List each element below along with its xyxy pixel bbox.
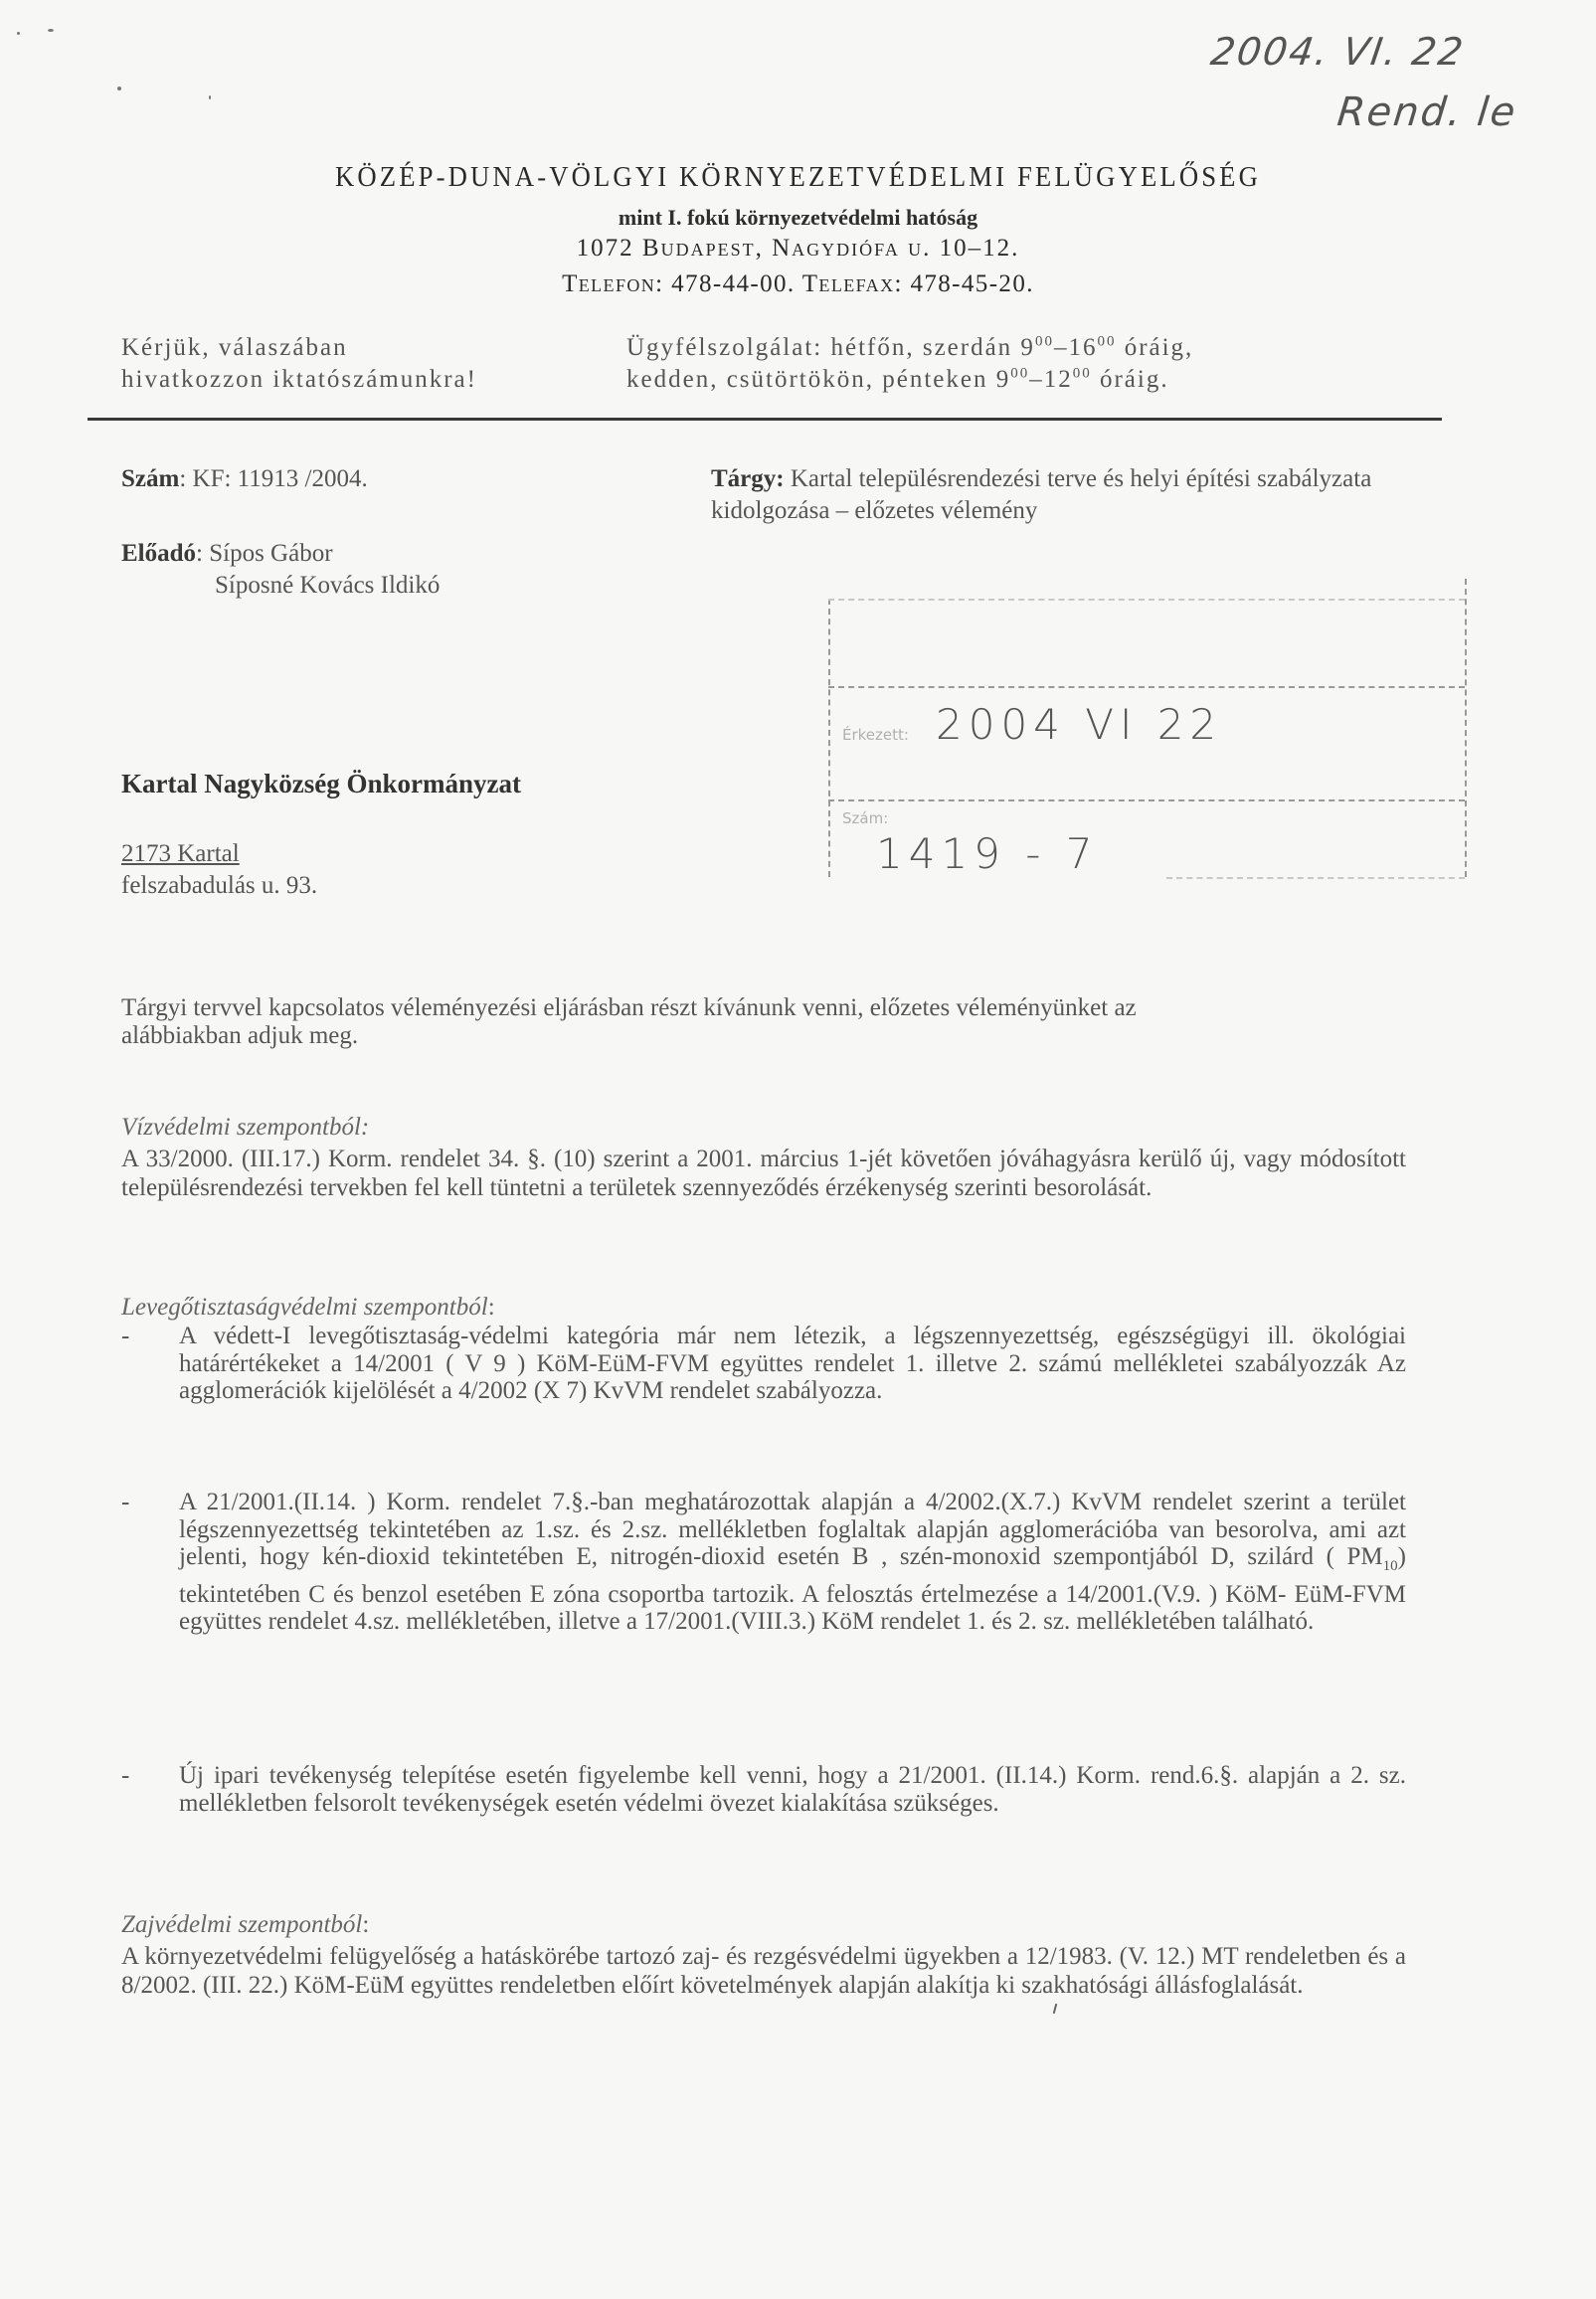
air-bullet-text: Új ipari tevékenység telepítése esetén figyelembe kell venni, hogy a 21/2001. (II.14.) Korm. rend.6.§. alapján a 2. sz. mellékletben felsorolt tevékenységek esetén védelmi övezet kialakítása szükséges.: [179, 1762, 1406, 1817]
stamp-divider: [828, 799, 1465, 801]
air-bullet-text: A 21/2001.(II.14. ) Korm. rendelet 7.§.-ban meghatározottak alapján a 4/2002.(X.7.) KvVM rendelet szerint a terület légszennyezettség tekintetében az 1.sz. és 2.sz. mellékletben foglaltak alapján agglomerációba van besorolva, ami azt jelenti, hogy kén-dioxid tekintetében E, nitrogén-dioxid esetén B , szén-monoxid szempontjából D, szilárd ( $PM_{10}$) tekintetében C és benzol esetében E zóna csoportba tartozik. A felosztás értelmezése a 14/2001.(V.9. ) KöM- EüM-FVM együttes rendelet 4.sz. mellékletében, illetve a 17/2001.(VIII.3.) KöM rendelet 1. és 2. sz. mellékletében található.: [179, 1489, 1406, 1635]
reference-request-line2: hivatkozzon iktatószámunkra!: [121, 366, 477, 393]
bullet-marker: -: [121, 1762, 130, 1789]
office-hours-line1: Ügyfélszolgálat: hétfőn, szerdán $9^{00}-16^{00}$ óráig,: [626, 333, 1194, 361]
scan-speck: [117, 87, 121, 90]
presenter-name-1: : Sípos Gábor: [196, 540, 333, 567]
stamp-number-value: 1419 - 7: [876, 829, 1099, 878]
stamp-border: [1465, 579, 1467, 877]
organization-subtitle: mint I. fokú környezetvédelmi hatóság: [618, 205, 978, 230]
organization-phone: Telefon: 478-44-00. Telefax: 478-45-20.: [562, 270, 1034, 297]
scan-speck: [17, 32, 20, 35]
noise-protection-paragraph: A környezetvédelmi felügyelőség a hatáskörébe tartozó zaj- és rezgésvédelmi ügyekben a 12/1983. (V. 12.) MT rendeletben és a 8/2002. (III. 22.) KöM-EüM együttes rendeletben előírt követelmények alapján alakítja ki szakhatósági állásfoglalását.: [121, 1943, 1406, 1999]
reference-request: [121, 332, 477, 396]
water-protection-paragraph: A 33/2000. (III.17.) Korm. rendelet 34. §. (10) szerint a 2001. március 1-jét követően jóváhagyásra kerülő új, vagy módosított településrendezési tervekben fel kell tüntetni a területek szennyeződés érzékenység szerinti besorolását.: [121, 1146, 1406, 1201]
letterhead-divider: [88, 418, 1442, 421]
office-hours-line2: kedden, csütörtökön, pénteken $9^{00}-12^{00}$ óráig.: [626, 365, 1169, 393]
bullet-marker: -: [121, 1323, 130, 1349]
scan-speck: [48, 29, 54, 32]
scan-speck: [209, 95, 211, 99]
stamp-received-label: Érkezett:: [842, 726, 909, 744]
subject: [711, 463, 1427, 527]
file-number: [121, 463, 368, 495]
presenter-name-2: Síposné Kovács Ildikó: [215, 572, 441, 599]
handwritten-note: Rend. le: [1334, 89, 1519, 135]
intro-paragraph: Tárgyi tervvel kapcsolatos véleményezési eljárásban részt kívánunk venni, előzetes véleményünket az alábbiakban adjuk meg.: [121, 994, 1137, 1049]
reference-request-line1: Kérjük, válaszában: [121, 334, 348, 361]
stamp-divider: [828, 686, 1465, 688]
organization-name: KÖZÉP-DUNA-VÖLGYI KÖRNYEZETVÉDELMI FELÜGYELŐSÉG: [334, 161, 1262, 193]
subject-label: Tárgy:: [711, 465, 785, 492]
bullet-marker: -: [121, 1489, 130, 1515]
presenter: [121, 538, 333, 570]
file-number-value: : KF: 11913 /2004.: [179, 465, 368, 492]
recipient-name: Kartal Nagyközség Önkormányzat: [121, 769, 521, 798]
pen-mark: [1053, 2004, 1058, 2014]
received-stamp: [828, 579, 1475, 887]
stamp-border: [828, 599, 830, 877]
office-hours: [626, 332, 1193, 396]
stamp-received-date: 2004 VI 22: [936, 700, 1223, 749]
air-bullet-item: [121, 1762, 1406, 1817]
stamp-border: [1166, 877, 1465, 879]
air-bullet-text: A védett-I levegőtisztaság-védelmi kategória már nem létezik, a légszennyezettség, egészségügyi ill. ökológiai határértékeket a 14/2001 ( V 9 ) KöM-EüM-FVM együttes rendelet 1. illetve 2. számú mellékletei szabályozzák Az agglomerációk kijelölését a 4/2002 (X 7) KvVM rendelet szabályozza.: [179, 1323, 1406, 1404]
air-bullet-item: [121, 1323, 1406, 1405]
water-protection-heading: Vízvédelmi szempontból:: [121, 1114, 370, 1141]
air-protection-heading: Levegőtisztaságvédelmi szempontból:: [121, 1294, 495, 1321]
stamp-number-label: Szám:: [842, 809, 889, 827]
file-number-label: Szám: [121, 465, 180, 492]
organization-address: 1072 Budapest, Nagydiófa u. 10–12.: [576, 235, 1020, 262]
presenter-label: Előadó: [121, 540, 197, 567]
handwritten-date: 2004. VI. 22: [1207, 30, 1468, 74]
recipient-city: 2173 Kartal: [121, 840, 240, 867]
recipient-street: felszabadulás u. 93.: [121, 872, 318, 899]
subject-value: Kartal településrendezési terve és helyi építési szabályzata kidolgozása – előzetes vélemény: [711, 465, 1372, 524]
noise-protection-heading: Zajvédelmi szempontból:: [121, 1911, 370, 1938]
air-bullet-item: [121, 1489, 1406, 1636]
stamp-border: [828, 599, 1465, 601]
